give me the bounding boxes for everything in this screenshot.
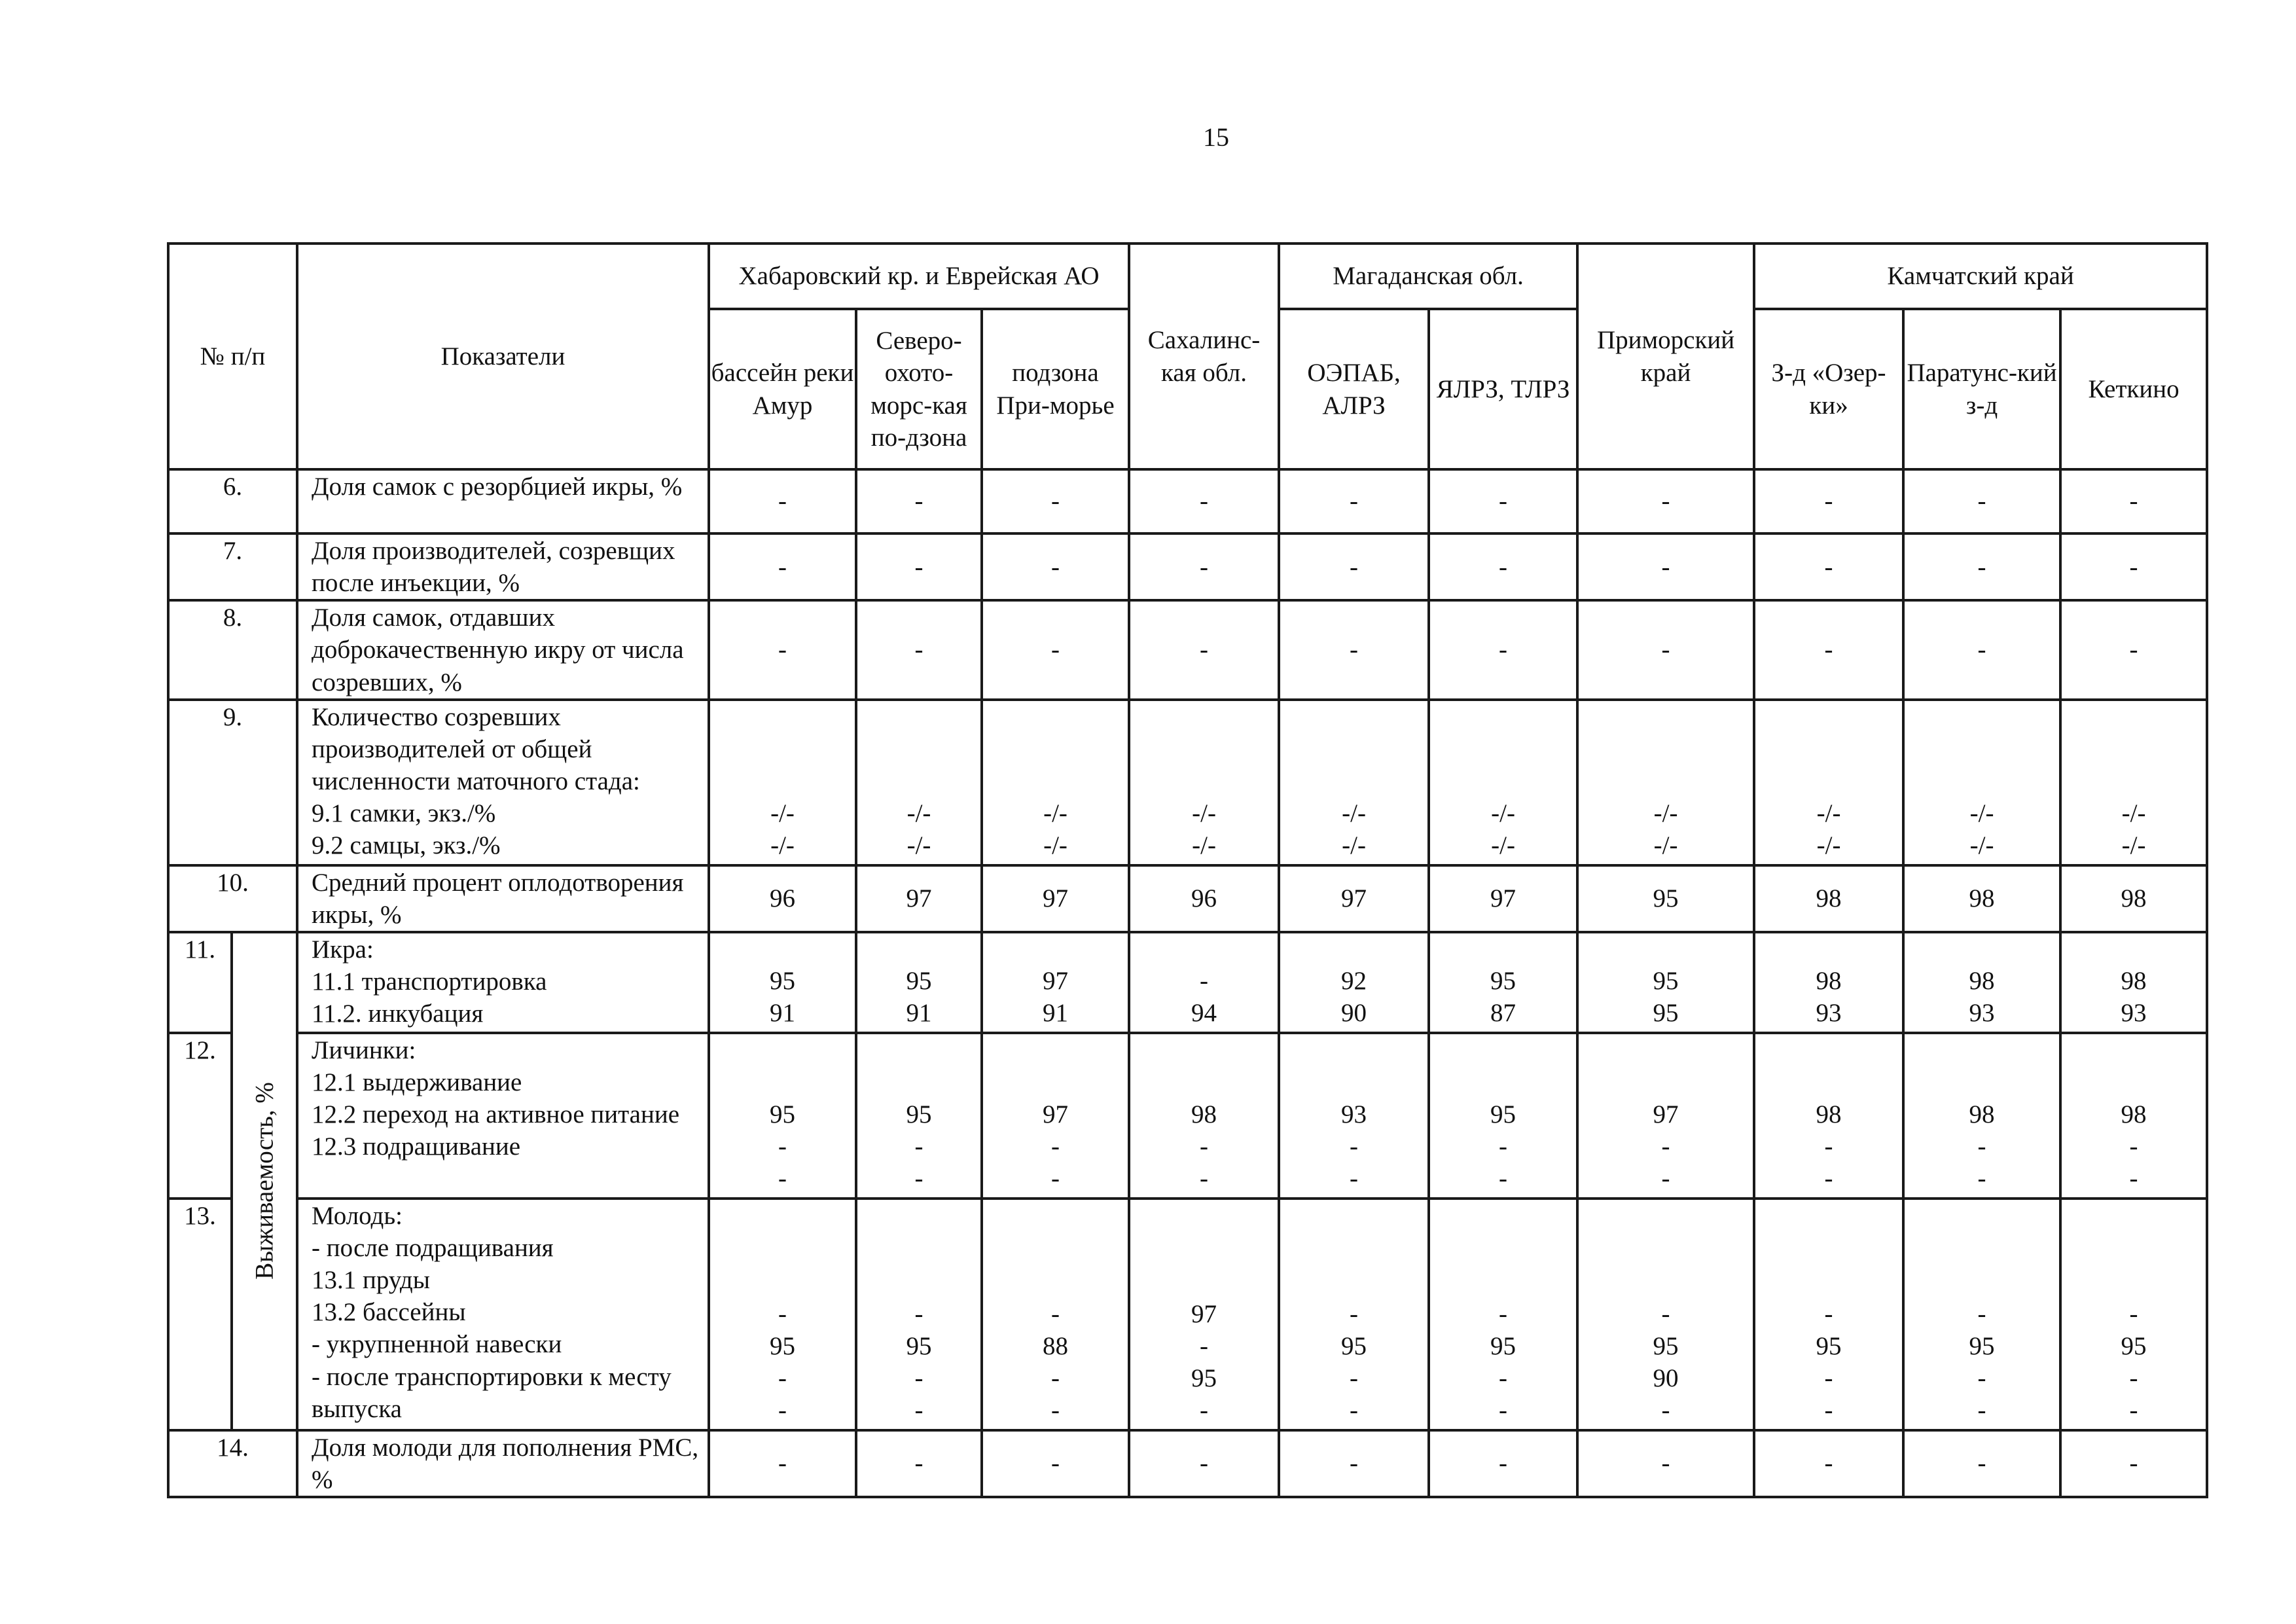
value-line: 98 [1816, 966, 1842, 995]
value-cell: - [1577, 533, 1754, 600]
header-yalrz: ЯЛРЗ, ТЛРЗ [1429, 309, 1577, 469]
indicator-label: Средний процент оплодотворения икры, % [297, 865, 709, 932]
indicator-label [297, 700, 709, 865]
value-line: 95 [1191, 1363, 1217, 1392]
value-line: -/- [770, 799, 795, 827]
value-cell: - [1279, 469, 1429, 533]
value-line: - [1051, 1299, 1060, 1328]
value-line: 95 [906, 1100, 932, 1128]
value-line: - [778, 1164, 787, 1193]
indicator-title: Количество созревших производителей от общей численности маточного стада: [312, 702, 640, 795]
value-cell [1577, 1033, 1754, 1199]
value-line: 95 [1490, 966, 1516, 995]
value-line: 90 [1653, 1363, 1679, 1392]
value-line: -/- [906, 799, 931, 827]
value-line: - [1350, 1396, 1359, 1424]
value-line: -/- [1969, 799, 1994, 827]
value-line: 95 [1816, 1331, 1842, 1360]
value-cell: - [856, 600, 982, 699]
value-line: 94 [1191, 998, 1217, 1027]
value-line: - [914, 1132, 924, 1161]
value-cell: - [1577, 1430, 1754, 1497]
value-line: - [1350, 1363, 1359, 1392]
value-cell: - [709, 1430, 856, 1497]
value-line: 97 [1653, 1100, 1679, 1128]
value-line: - [914, 1363, 924, 1392]
value-line: -/- [1043, 799, 1067, 827]
row-number: 11. [168, 932, 232, 1033]
value-cell: - [1129, 469, 1279, 533]
value-line: - [1499, 1132, 1508, 1161]
value-line: 97 [1043, 966, 1069, 995]
value-line: 92 [1341, 966, 1367, 995]
value-line: - [778, 1299, 787, 1328]
value-cell: - [1903, 469, 2060, 533]
row-number: 10. [168, 865, 297, 932]
value-cell: - [1429, 533, 1577, 600]
value-line: 97 [1191, 1299, 1217, 1328]
value-line: 98 [2121, 1100, 2147, 1128]
value-cell [1577, 932, 1754, 1033]
value-cell: - [856, 533, 982, 600]
row-number: 7. [168, 533, 297, 600]
value-line: - [1200, 966, 1209, 995]
value-cell: - [1279, 533, 1429, 600]
table-row [168, 533, 2207, 600]
value-line: - [1661, 1164, 1670, 1193]
value-cell: 96 [1129, 865, 1279, 932]
value-cell: - [1129, 533, 1279, 600]
value-cell [2060, 700, 2207, 865]
value-cell: 97 [856, 865, 982, 932]
indicator-sub: 9.1 самки, экз./% [312, 799, 496, 827]
value-cell: 98 [2060, 865, 2207, 932]
value-cell: 97 [982, 865, 1129, 932]
value-line: -/- [1192, 799, 1216, 827]
table-row [168, 1033, 2207, 1199]
value-cell [1279, 1033, 1429, 1199]
value-cell: - [982, 600, 1129, 699]
value-cell: 97 [1429, 865, 1577, 932]
value-cell [1279, 932, 1429, 1033]
value-line: 87 [1490, 998, 1516, 1027]
value-line: - [1977, 1363, 1986, 1392]
value-line: - [1051, 1164, 1060, 1193]
value-line: 95 [770, 1331, 796, 1360]
value-line: - [1977, 1132, 1986, 1161]
value-cell [1129, 1033, 1279, 1199]
value-cell: - [856, 469, 982, 533]
value-cell: - [1577, 600, 1754, 699]
value-line: 95 [1969, 1331, 1995, 1360]
value-line: - [1824, 1132, 1833, 1161]
value-cell: - [1429, 469, 1577, 533]
value-cell [709, 932, 856, 1033]
value-line: -/- [1653, 799, 1678, 827]
value-cell: 95 [1577, 865, 1754, 932]
value-cell [1129, 700, 1279, 865]
value-line: - [1051, 1396, 1060, 1424]
value-line: 98 [1969, 966, 1995, 995]
value-cell: - [856, 1430, 982, 1497]
value-line: -/- [770, 831, 795, 859]
value-line: 95 [906, 966, 932, 995]
value-line: - [1200, 1164, 1209, 1193]
value-cell: 97 [1279, 865, 1429, 932]
value-line: 93 [2121, 998, 2147, 1027]
value-cell [1754, 932, 1903, 1033]
header-magadan: Магаданская обл. [1279, 244, 1577, 309]
value-cell: - [982, 533, 1129, 600]
indicator-sub: - укрупненной навески [312, 1330, 562, 1359]
value-cell: - [1429, 1430, 1577, 1497]
value-line: 95 [1653, 998, 1679, 1027]
table-row [168, 1199, 2207, 1430]
value-cell [1429, 1033, 1577, 1199]
value-line: -/- [2121, 831, 2146, 859]
table-row [168, 600, 2207, 699]
value-line: - [1200, 1396, 1209, 1424]
indicator-title: Икра: [312, 935, 374, 964]
value-line: - [1200, 1331, 1209, 1360]
value-line: - [1977, 1299, 1986, 1328]
value-line: - [1824, 1396, 1833, 1424]
value-cell: - [709, 533, 856, 600]
value-line: -/- [2121, 799, 2146, 827]
value-line: - [914, 1299, 924, 1328]
value-cell [1279, 1199, 1429, 1430]
page-number: 15 [1203, 122, 1229, 152]
indicator-sub: 12.3 подращивание [312, 1132, 521, 1161]
value-line: - [1350, 1299, 1359, 1328]
value-cell [1754, 700, 1903, 865]
value-line: - [1661, 1132, 1670, 1161]
value-cell [856, 1199, 982, 1430]
header-primorye-sub: подзона При-морье [982, 309, 1129, 469]
value-cell: - [1577, 469, 1754, 533]
value-line: -/- [1342, 831, 1366, 859]
row-number: 9. [168, 700, 297, 865]
value-line: - [1051, 1132, 1060, 1161]
value-cell: - [1754, 1430, 1903, 1497]
table-row [168, 469, 2207, 533]
value-cell: - [2060, 533, 2207, 600]
indicators-table [167, 242, 2208, 1498]
value-cell [709, 1033, 856, 1199]
value-cell [1903, 1199, 2060, 1430]
value-line: -/- [1491, 799, 1515, 827]
value-line: - [2129, 1164, 2138, 1193]
value-line: -/- [1969, 831, 1994, 859]
header-sakhalin: Сахалинс-кая обл. [1129, 244, 1279, 469]
value-line: - [2129, 1363, 2138, 1392]
value-line: -/- [1342, 799, 1366, 827]
value-line: - [778, 1396, 787, 1424]
value-cell [1754, 1199, 1903, 1430]
value-line: 95 [906, 1331, 932, 1360]
value-cell: - [1754, 600, 1903, 699]
value-cell: - [1279, 1430, 1429, 1497]
header-khabarovsk: Хабаровский кр. и Еврейская АО [709, 244, 1129, 309]
value-cell [982, 932, 1129, 1033]
value-cell [856, 700, 982, 865]
row-number: 12. [168, 1033, 232, 1199]
value-cell: - [709, 600, 856, 699]
value-cell: - [1903, 1430, 2060, 1497]
value-cell [982, 1033, 1129, 1199]
value-line: 93 [1341, 1100, 1367, 1128]
value-cell: - [982, 1430, 1129, 1497]
indicator-label: Доля молоди для пополнения РМС, % [297, 1430, 709, 1497]
value-cell [2060, 932, 2207, 1033]
header-primorsky: Приморский край [1577, 244, 1754, 469]
value-line: - [1350, 1132, 1359, 1161]
header-kamchatka: Камчатский край [1754, 244, 2207, 309]
value-line: 97 [1043, 1100, 1069, 1128]
value-cell: 96 [709, 865, 856, 932]
indicator-sub: 12.2 переход на активное питание [312, 1100, 680, 1129]
value-line: - [1499, 1396, 1508, 1424]
value-cell [982, 700, 1129, 865]
table-row [168, 865, 2207, 932]
value-line: -/- [1043, 831, 1067, 859]
value-line: 93 [1816, 998, 1842, 1027]
value-line: - [1977, 1164, 1986, 1193]
survival-label-cell [232, 932, 297, 1430]
header-ozerki: З-д «Озер-ки» [1754, 309, 1903, 469]
header-num: № п/п [168, 244, 297, 469]
value-cell [1279, 700, 1429, 865]
value-line: -/- [1816, 831, 1841, 859]
value-line: - [1661, 1396, 1670, 1424]
value-cell: - [1903, 533, 2060, 600]
table-row [168, 700, 2207, 865]
indicator-title: Молодь: [312, 1201, 403, 1230]
value-line: 95 [770, 966, 796, 995]
value-line: - [778, 1363, 787, 1392]
table-row [168, 1430, 2207, 1497]
value-cell [2060, 1199, 2207, 1430]
value-line: - [2129, 1132, 2138, 1161]
value-cell: - [1129, 1430, 1279, 1497]
value-line: - [1200, 1132, 1209, 1161]
value-line: - [1824, 1363, 1833, 1392]
row-number: 14. [168, 1430, 297, 1497]
indicator-sub: 13.1 пруды [312, 1266, 430, 1295]
value-line: - [1499, 1164, 1508, 1193]
value-cell [856, 932, 982, 1033]
value-cell: - [2060, 1430, 2207, 1497]
value-line: - [1499, 1299, 1508, 1328]
indicator-label [297, 932, 709, 1033]
value-line: -/- [906, 831, 931, 859]
value-line: -/- [1816, 799, 1841, 827]
value-line: 95 [1341, 1331, 1367, 1360]
value-line: 98 [1969, 1100, 1995, 1128]
value-line: 95 [1490, 1100, 1516, 1128]
value-line: - [1499, 1363, 1508, 1392]
value-line: 91 [1043, 998, 1069, 1027]
value-line: 88 [1043, 1331, 1069, 1360]
value-line: - [2129, 1396, 2138, 1424]
value-line: 98 [2121, 966, 2147, 995]
value-line: 90 [1341, 998, 1367, 1027]
indicator-title: Личинки: [312, 1036, 416, 1064]
indicator-label: Доля самок с резорбцией икры, % [297, 469, 709, 533]
header-amur: бассейн реки Амур [709, 309, 856, 469]
value-cell [1577, 700, 1754, 865]
indicator-sub: 9.2 самцы, экз./% [312, 831, 501, 860]
value-line: 98 [1191, 1100, 1217, 1128]
value-cell [982, 1199, 1129, 1430]
value-line: - [1350, 1164, 1359, 1193]
value-cell [1754, 1033, 1903, 1199]
value-line: 95 [770, 1100, 796, 1128]
header-oepab: ОЭПАБ, АЛРЗ [1279, 309, 1429, 469]
row-number: 13. [168, 1199, 232, 1430]
value-cell [2060, 1033, 2207, 1199]
value-cell [856, 1033, 982, 1199]
value-line: - [1977, 1396, 1986, 1424]
value-cell: - [2060, 600, 2207, 699]
value-cell [709, 700, 856, 865]
value-line: - [1824, 1164, 1833, 1193]
value-line: 91 [770, 998, 796, 1027]
survival-label: Выживаемость, % [250, 1082, 279, 1280]
value-line: - [1661, 1299, 1670, 1328]
row-number: 6. [168, 469, 297, 533]
header-paratunsky: Паратунс-кий з-д [1903, 309, 2060, 469]
value-cell: - [982, 469, 1129, 533]
value-cell: - [709, 469, 856, 533]
value-line: 95 [2121, 1331, 2147, 1360]
value-cell [1577, 1199, 1754, 1430]
value-line: 93 [1969, 998, 1995, 1027]
indicator-label: Доля самок, отдавших доброкачественную икру от числа созревших, % [297, 600, 709, 699]
indicator-sub: - после транспортировки к месту выпуска [312, 1362, 672, 1423]
header-okhotsk: Северо-охото-морс-кая по-дзона [856, 309, 982, 469]
value-line: - [778, 1132, 787, 1161]
value-cell [1429, 1199, 1577, 1430]
indicator-sub: - после подращивания [312, 1234, 554, 1262]
indicator-sub: 11.1 транспортировка [312, 967, 547, 996]
value-cell: - [1754, 469, 1903, 533]
indicator-label [297, 1033, 709, 1199]
indicator-sub: 11.2. инкубация [312, 1000, 484, 1028]
value-cell [1429, 932, 1577, 1033]
value-line: 95 [1653, 966, 1679, 995]
value-line: -/- [1653, 831, 1678, 859]
value-line: 95 [1490, 1331, 1516, 1360]
value-cell: - [1754, 533, 1903, 600]
value-line: - [914, 1396, 924, 1424]
value-line: - [1824, 1299, 1833, 1328]
value-cell: - [1279, 600, 1429, 699]
value-cell [1129, 1199, 1279, 1430]
value-cell [1429, 700, 1577, 865]
indicator-sub: 13.2 бассейны [312, 1298, 466, 1327]
value-line: - [914, 1164, 924, 1193]
table-row [168, 932, 2207, 1033]
value-cell: 98 [1754, 865, 1903, 932]
value-cell [1903, 700, 2060, 865]
value-line: -/- [1491, 831, 1515, 859]
indicator-label: Доля производителей, созревщих после инъекции, % [297, 533, 709, 600]
indicator-label [297, 1199, 709, 1430]
value-cell [1129, 932, 1279, 1033]
value-cell [1903, 932, 2060, 1033]
value-cell: - [1903, 600, 2060, 699]
value-cell: 98 [1903, 865, 2060, 932]
value-line: - [1051, 1363, 1060, 1392]
value-line: 91 [906, 998, 932, 1027]
value-cell [709, 1199, 856, 1430]
row-number: 8. [168, 600, 297, 699]
value-cell: - [2060, 469, 2207, 533]
value-cell [1903, 1033, 2060, 1199]
value-line: - [2129, 1299, 2138, 1328]
header-ketkino: Кеткино [2060, 309, 2207, 469]
value-cell: - [1429, 600, 1577, 699]
header-indicator: Показатели [297, 244, 709, 469]
indicator-sub: 12.1 выдерживание [312, 1068, 522, 1096]
value-cell: - [1129, 600, 1279, 699]
value-line: 98 [1816, 1100, 1842, 1128]
value-line: -/- [1192, 831, 1216, 859]
value-line: 95 [1653, 1331, 1679, 1360]
